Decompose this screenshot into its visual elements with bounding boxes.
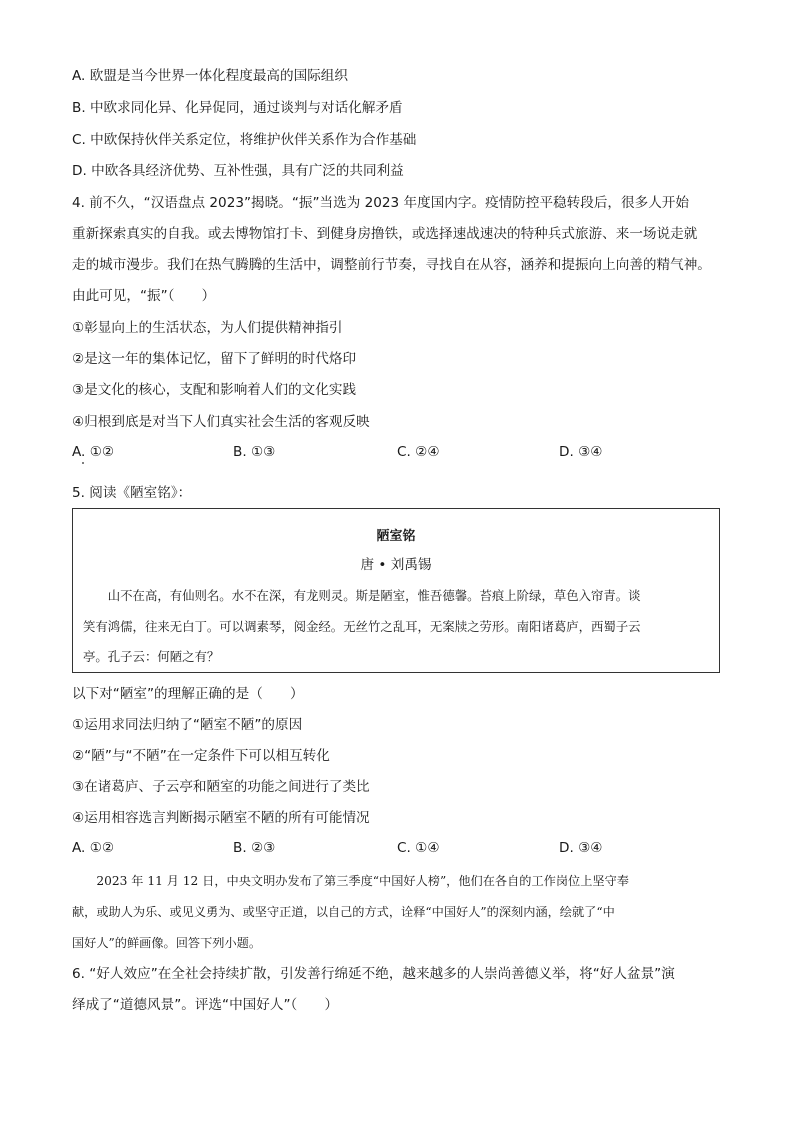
q5-statement-2: ②“陋”与“不陋”在一定条件下可以相互转化 <box>72 748 330 764</box>
q4-stem-line-2: 重新探索真实的自我。或去博物馆打卡、到健身房撸铁，或选择速战速决的特种兵式旅游、来一场说走就 <box>72 226 698 242</box>
poem-line-2: 笑有鸿儒，往来无白丁。可以调素琴，阅金经。无丝竹之乱耳，无案牍之劳形。南阳诸葛庐，西蜀子云 <box>83 619 641 634</box>
passage-line-3: 国好人”的鲜画像。回答下列小题。 <box>72 936 262 950</box>
passage-line-2: 献，或助人为乐、或见义勇为、或坚守正道，以自己的方式，诠释“中国好人”的深刻内涵，绘就了“中 <box>72 905 615 919</box>
q5-statement-3: ③在诸葛庐、子云亭和陋室的功能之间进行了类比 <box>72 779 370 795</box>
q6-stem-line-2: 绎成了“道德风景”。评选“中国好人”（ ） <box>72 997 339 1013</box>
poem-line-1: 山不在高，有仙则名。水不在深，有龙则灵。斯是陋室，惟吾德馨。苔痕上阶绿，草色入帘青。谈 <box>83 588 641 603</box>
q4-statement-3: ③是文化的核心，支配和影响着人们的文化实践 <box>72 382 357 398</box>
stray-mark <box>82 462 84 464</box>
q5-statement-1: ①运用求同法归纳了“陋室不陋”的原因 <box>72 717 303 733</box>
q5-choice-b[interactable]: B. ②③ <box>233 840 276 856</box>
q5-choice-c[interactable]: C. ①④ <box>397 840 440 856</box>
poem-title: 陋室铭 <box>376 529 416 544</box>
q5-stem: 以下对“陋室”的理解正确的是（ ） <box>72 686 304 702</box>
q4-choices <box>72 444 712 462</box>
poem-line-3: 亭。孔子云：何陋之有？ <box>83 649 220 664</box>
q5-statement-4: ④运用相容选言判断揭示陋室不陋的所有可能情况 <box>72 810 370 826</box>
q4-stem-line-4: 由此可见，“振”（ ） <box>72 288 216 304</box>
passage-line-1: 2023 年 11 月 12 日，中央文明办发布了第三季度“中国好人榜”，他们在各自的工作岗位上坚守奉 <box>72 874 629 888</box>
q3-option-b: B. 中欧求同化异、化异促同，通过谈判与对话化解矛盾 <box>72 100 403 116</box>
q3-option-a: A. 欧盟是当今世界一体化程度最高的国际组织 <box>72 68 348 84</box>
q3-option-d: D. 中欧各具经济优势、互补性强，具有广泛的共同利益 <box>72 163 404 179</box>
q5-choice-d[interactable]: D. ③④ <box>559 840 603 856</box>
q4-statement-2: ②是这一年的集体记忆，留下了鲜明的时代烙印 <box>72 351 357 367</box>
q6-stem-line-1: 6. “好人效应”在全社会持续扩散，引发善行绵延不绝，越来越多的人崇尚善德义举，将“好人盆景”演 <box>72 966 675 982</box>
q4-choice-a[interactable]: A. ①② <box>72 444 115 460</box>
q3-option-c: C. 中欧保持伙伴关系定位，将维护伙伴关系作为合作基础 <box>72 132 417 148</box>
q5-choice-a[interactable]: A. ①② <box>72 840 115 856</box>
q4-choice-d[interactable]: D. ③④ <box>559 444 603 460</box>
q4-choice-b[interactable]: B. ①③ <box>233 444 276 460</box>
q4-choice-c[interactable]: C. ②④ <box>397 444 440 460</box>
poem-author: 唐 • 刘禹锡 <box>360 557 432 573</box>
q5-intro: 5. 阅读《陋室铭》： <box>72 485 192 501</box>
q4-stem-line-1: 4. 前不久，“汉语盘点 2023”揭晓。“振”当选为 2023 年度国内字。疫情防控平稳转段后，很多人开始 <box>72 195 689 211</box>
q4-statement-4: ④归根到底是对当下人们真实社会生活的客观反映 <box>72 414 370 430</box>
q4-statement-1: ①彰显向上的生活状态，为人们提供精神指引 <box>72 320 343 336</box>
q5-choices <box>72 840 712 858</box>
q4-stem-line-3: 走的城市漫步。我们在热气腾腾的生活中，调整前行节奏，寻找自在从容，涵养和提振向上向善的精气神。 <box>72 257 711 273</box>
poem-box <box>72 508 720 673</box>
